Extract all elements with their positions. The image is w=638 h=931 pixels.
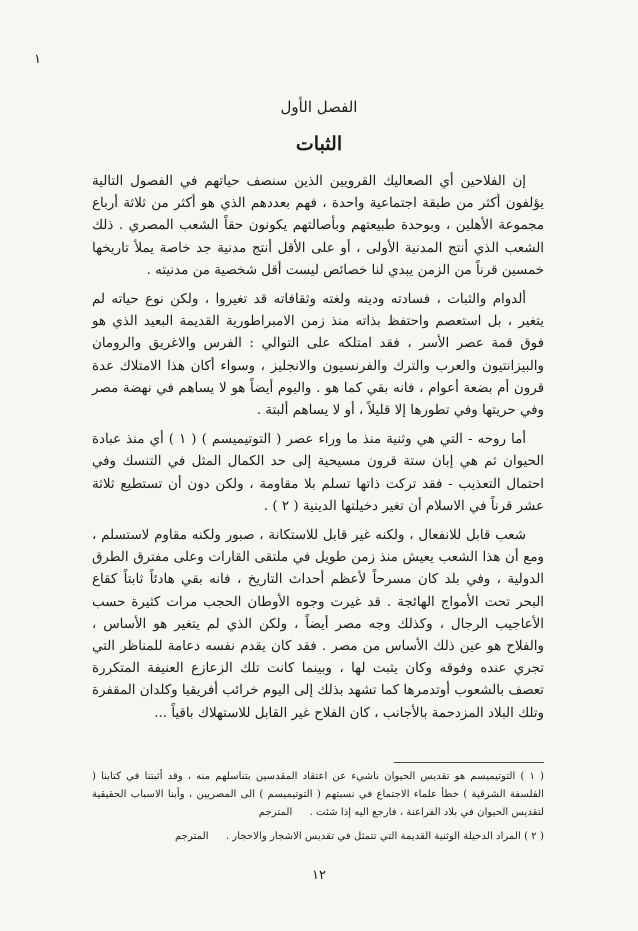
footnotes — [92, 768, 544, 852]
translator-note-2: المترجم — [174, 831, 209, 842]
corner-mark: ١ — [34, 52, 41, 67]
footnote-divider — [394, 762, 544, 763]
page-number: ١٢ — [312, 868, 326, 883]
paragraph-2: ألدوام والثبات ، فسادته ودينه ولغته وثقافاته قد تغيروا ، ولكن نوع حياته لم يتغير ، بل استعصم واحتفظ بذاته منذ زمن الامبراطورية القديمة البعيد الذي هو فوق قمة عصر الأسر ، فقد امتلكه على التوالي : الفرس والاغريق والرومان والبيزانتيون والعرب والترك والفرنسيون والانجليز ، وسواء أكان هذا الامتلاك عدة قرون أم بضعة أعوام ، فانه بقي كما هو . واليوم أيضاً هو لا يساهم في نهضة مصر وفي حريتها وفي تطورها إلا قليلاً ، أو لا يساهم ألبتة . — [92, 292, 544, 419]
paragraph-1: إن الفلاحين أي الصعاليك القرويين الذين سنصف حياتهم في الفصول التالية يؤلفون أكثر من طبقة اجتماعية واحدة ، فهم بعددهم الذي هو أكثر من ثلاثة أرباع مجموعة الأهلين ، وبوحدة طبيعتهم وبأصالتهم يكونون حقاً الشعب المصري . ذلك الشعب الذي أنتج المدنية الأولى ، أو على الأقل أنتج مدنية جد خاصة يملأ تاريخها خمسين قرناً من الزمن يبدي لنا خصائص ليست أقل شخصية من مدنيته . — [92, 174, 544, 278]
footnote-1 — [92, 768, 544, 822]
chapter-heading: الفصل الأول — [280, 98, 358, 116]
paragraph-3: أما روحه - التي هي وثنية منذ ما وراء عصر ( التوتيميسم ) ( ١ ) أي منذ عبادة الحيوان ثم هي إبان ستة قرون مسيحية إلى حد الكمال المثل في التنسك وفي احتمال التعذيب - فقد تركت ذاتها تسلم بلا مقاومة ، ولكن دون أن تستطيع ثلاثة عشر قرناً في الاسلام أن تغير دخيلتها الدينية ( ٢ ) . — [92, 432, 544, 514]
paragraph-4: شعب قابل للانفعال ، ولكنه غير قابل للاستكانة ، صبور ولكنه مقاوم لاستسلم ، ومع أن هذا الشعب يعيش منذ زمن طويل في ملتقى القارات وعلى مفترق الطرق الدولية ، وفي بلد كان مسرحاً لأعظم أحداث التاريخ ، فانه بقي هادئاً ثابتاً كقاع البحر تحت الأمواج الهائجة . قد غيرت وجوه الأوطان الحجب مرات كثيرة حسب الأعاجيب الرجال ، وكذلك وجه مصر أيضاً ، ولكن الذي لم يتغير هو الأساس ، والفلاح هو عين ذلك الأساس من مصر . فقد كان يقدم نفسه دعامة للمناظر التي تجري عنده وفوقه وكان يثبت لها ، وبينما كانت تلك الزعازع العنيفة المتكررة تعصف بالشعوب أوتدمرها كما تشهد بذلك إلى اليوم خرائب أفريقيا وكلدان المقفرة وتلك البلاد المزدحمة بالأجانب ، كان الفلاح غير القابل للاستهلاك باقياً ... — [92, 528, 544, 721]
translator-note-1: المترجم — [258, 807, 293, 818]
footnote-2 — [92, 828, 544, 846]
body-text — [92, 171, 544, 725]
footnote-2-text: ( ٢ ) المراد الدخيلة الوثنية القديمة التي تتمثل في تقديس الاشجار والاحجار . — [225, 831, 544, 842]
footnote-1-text: ( ١ ) التوتيميسم هو تقديس الحيوان ناشيء عن اعتقاد المقدسين بتناسلهم منه ، وقد أثبتنا في كتابنا ( الفلسفة الشرقية ) خطأ علماء الاجتماع في نسبتهم ( التوتيميسم ) الى المصريين ، وأبنا الاسباب الحقيقية لتقديس الحيوان في بلاد الفراعنة ، فارجع اليه إذا شئت . — [92, 771, 544, 818]
section-title: الثبات — [295, 133, 343, 155]
